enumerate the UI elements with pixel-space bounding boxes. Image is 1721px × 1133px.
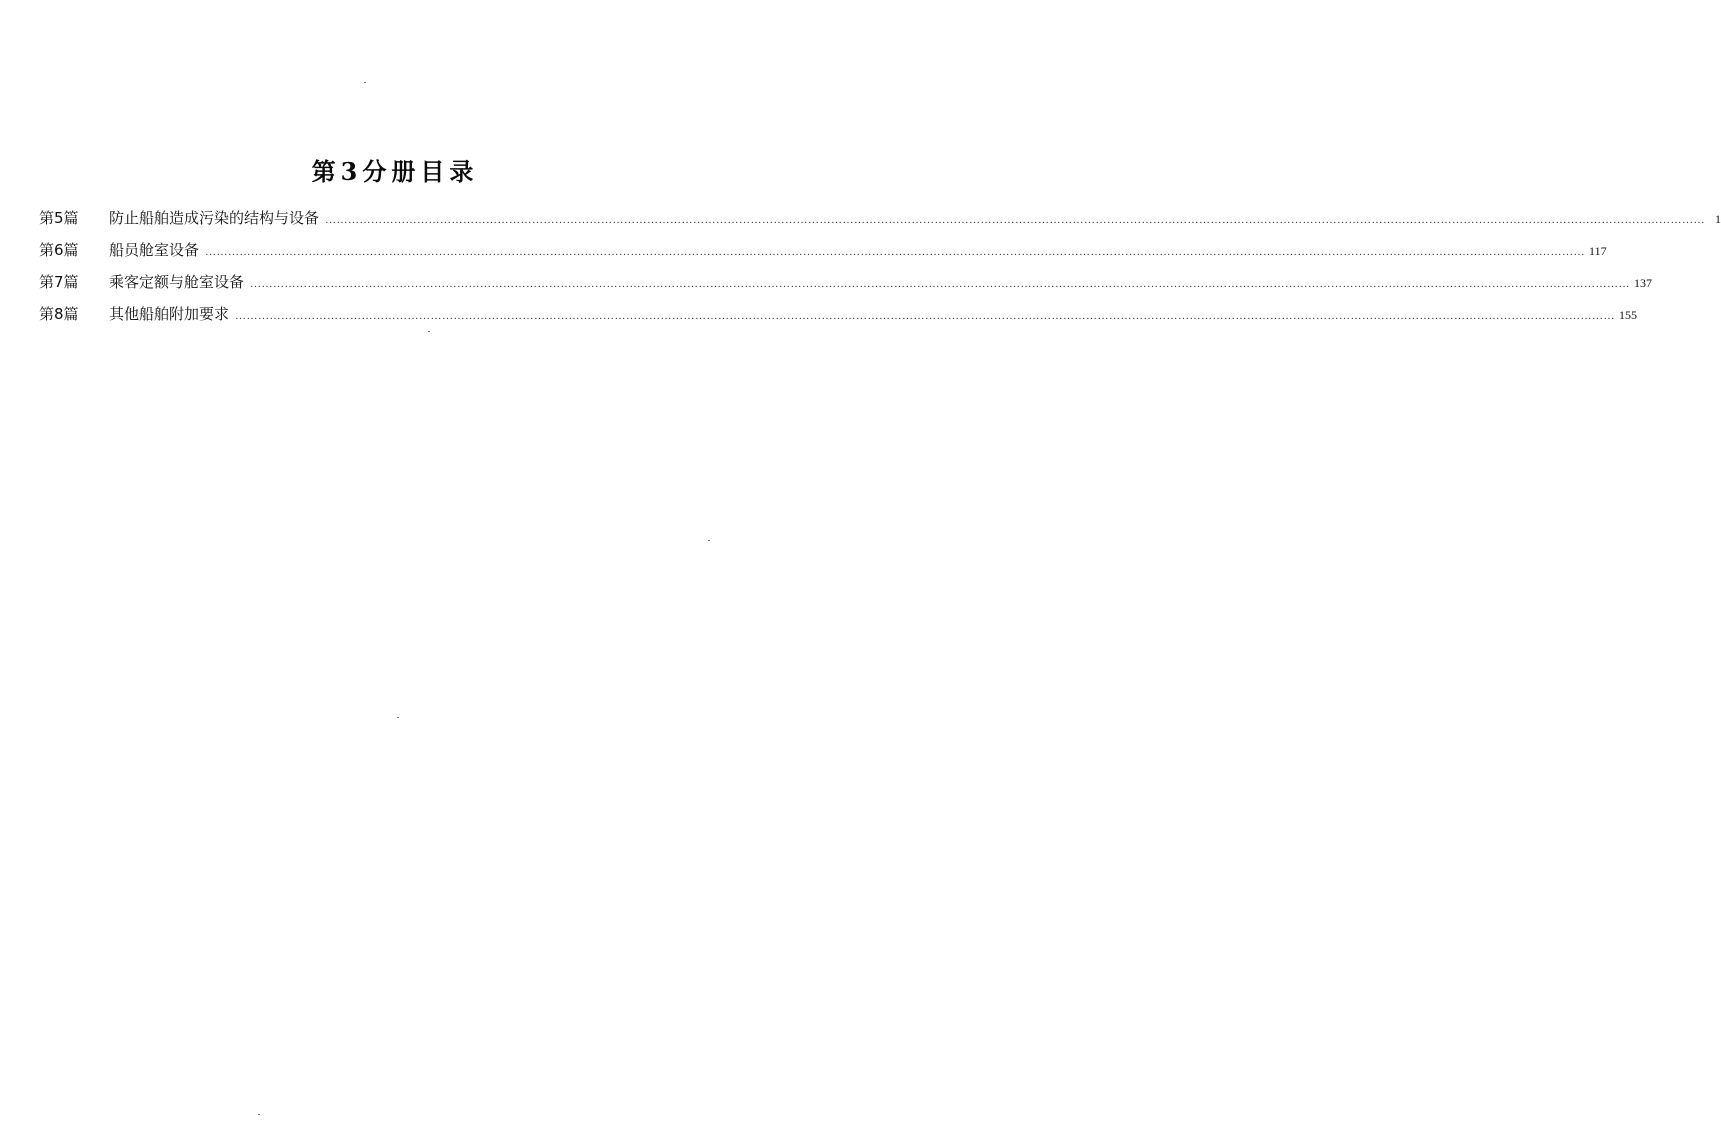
toc-part-title: 乘客定额与舱室设备 — [109, 273, 245, 291]
toc-entry — [39, 303, 1638, 335]
page-title: 第3分册目录 — [311, 157, 479, 186]
scan-speck — [364, 82, 366, 83]
toc-page-number: 117 — [1589, 244, 1607, 258]
toc-entry — [39, 207, 1721, 239]
toc-part-number: 第8篇 — [39, 305, 79, 323]
scan-speck — [258, 1114, 260, 1115]
toc-part-number: 第6篇 — [39, 241, 79, 259]
toc-part-title: 其他船舶附加要求 — [109, 305, 230, 323]
scan-speck — [708, 540, 710, 541]
dot-leader: ……………………………………………………………………………………………………………………………………………………………………………………………………………………………………………………………………………………………………………………………… — [235, 310, 1616, 322]
dot-leader: ……………………………………………………………………………………………………………………………………………………………………………………………………………………………………………………………………………………………………………………………… — [250, 278, 1631, 290]
scan-speck — [397, 717, 399, 718]
dot-leader: ……………………………………………………………………………………………………………………………………………………………………………………………………………………………………………………………………………………………………………………………… — [205, 246, 1586, 258]
toc-part-title: 船员舱室设备 — [109, 241, 200, 259]
toc-part-number: 第5篇 — [39, 209, 79, 227]
toc-entry — [39, 239, 1607, 271]
toc-page-number: 155 — [1619, 308, 1638, 322]
table-of-contents — [39, 207, 1721, 335]
toc-page-number: 1 — [1715, 212, 1721, 226]
toc-page-number: 137 — [1634, 276, 1653, 290]
toc-part-title: 防止船舶造成污染的结构与设备 — [109, 209, 320, 227]
scan-speck — [428, 331, 430, 332]
toc-part-number: 第7篇 — [39, 273, 79, 291]
dot-leader: ……………………………………………………………………………………………………………………………………………………………………………………………………………………………………………………………………………………………………………………………… — [325, 214, 1706, 226]
toc-entry — [39, 271, 1653, 303]
